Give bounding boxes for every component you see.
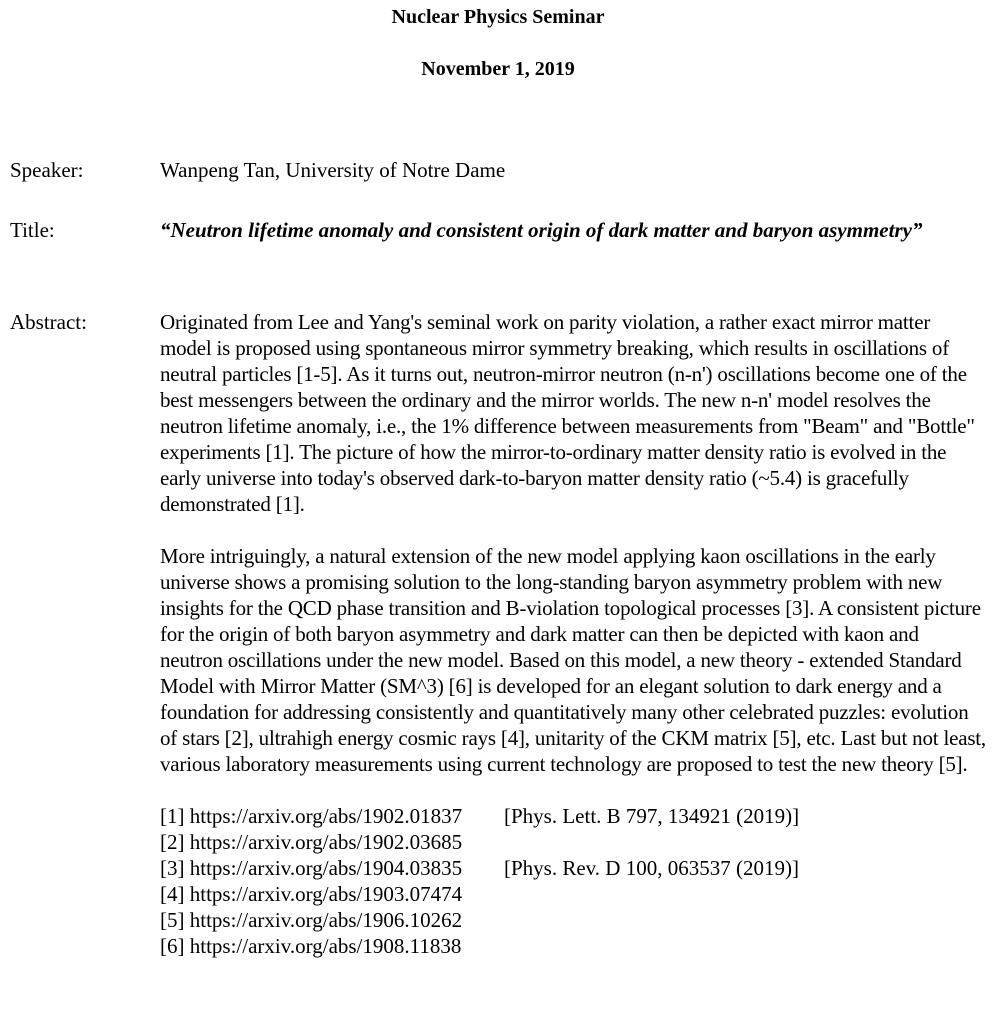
reference-link[interactable]: [1] https://arxiv.org/abs/1902.01837 bbox=[160, 804, 463, 828]
reference-item bbox=[160, 933, 986, 959]
speaker-label: Speaker: bbox=[10, 158, 84, 182]
abstract-body bbox=[160, 309, 986, 959]
seminar-date: November 1, 2019 bbox=[421, 58, 575, 80]
abstract-label: Abstract: bbox=[10, 310, 87, 334]
reference-item bbox=[160, 881, 986, 907]
reference-item bbox=[160, 803, 986, 829]
abstract-paragraph-1: Originated from Lee and Yang's seminal work on parity violation, a rather exact mirror matter model is proposed using spontaneous mirror symmetry breaking, which results in oscillations of neutral particles [1-5]. As it turns out, neutron-mirror neutron (n-n') oscillations become one of the best messengers between the ordinary and the mirror worlds. The new n-n' model resolves the neutron lifetime anomaly, i.e., the 1% difference between measurements from "Beam" and "Bottle" experiments [1]. The picture of how the mirror-to-ordinary matter density ratio is evolved in the early universe into today's observed dark-to-baryon matter density ratio (~5.4) is gracefully demonstrated [1]. bbox=[160, 310, 975, 516]
reference-link[interactable]: [6] https://arxiv.org/abs/1908.11838 bbox=[160, 934, 462, 958]
reference-item bbox=[160, 855, 986, 881]
reference-item bbox=[160, 907, 986, 933]
speaker-name: Wanpeng Tan, University of Notre Dame bbox=[160, 158, 506, 182]
reference-publication: [Phys. Lett. B 797, 134921 (2019)] bbox=[504, 804, 800, 828]
reference-publication: [Phys. Rev. D 100, 063537 (2019)] bbox=[504, 856, 799, 880]
talk-title: “Neutron lifetime anomaly and consistent origin of dark matter and baryon asymmetry” bbox=[160, 218, 923, 242]
reference-link[interactable]: [3] https://arxiv.org/abs/1904.03835 bbox=[160, 856, 463, 880]
reference-list bbox=[160, 803, 986, 959]
title-label: Title: bbox=[10, 218, 55, 242]
reference-item bbox=[160, 829, 986, 855]
seminar-name: Nuclear Physics Seminar bbox=[391, 6, 605, 28]
reference-link[interactable]: [2] https://arxiv.org/abs/1902.03685 bbox=[160, 830, 463, 854]
abstract-paragraph-2: More intriguingly, a natural extension of the new model applying kaon oscillations in the early universe shows a promising solution to the long-standing baryon asymmetry problem with new insights for the QCD phase transition and B-violation topological processes [3]. A consistent picture for the origin of both baryon asymmetry and dark matter can then be depicted with kaon and neutron oscillations under the new model. Based on this model, a new theory - extended Standard Model with Mirror Matter (SM^3) [6] is developed for an elegant solution to dark energy and a foundation for addressing consistently and quantitatively many other celebrated puzzles: evolution of stars [2], ultrahigh energy cosmic rays [4], unitarity of the CKM matrix [5], etc. Last but not least, various laboratory measurements using current technology are proposed to test the new theory [5]. bbox=[160, 544, 986, 776]
reference-link[interactable]: [5] https://arxiv.org/abs/1906.10262 bbox=[160, 908, 463, 932]
reference-link[interactable]: [4] https://arxiv.org/abs/1903.07474 bbox=[160, 882, 463, 906]
